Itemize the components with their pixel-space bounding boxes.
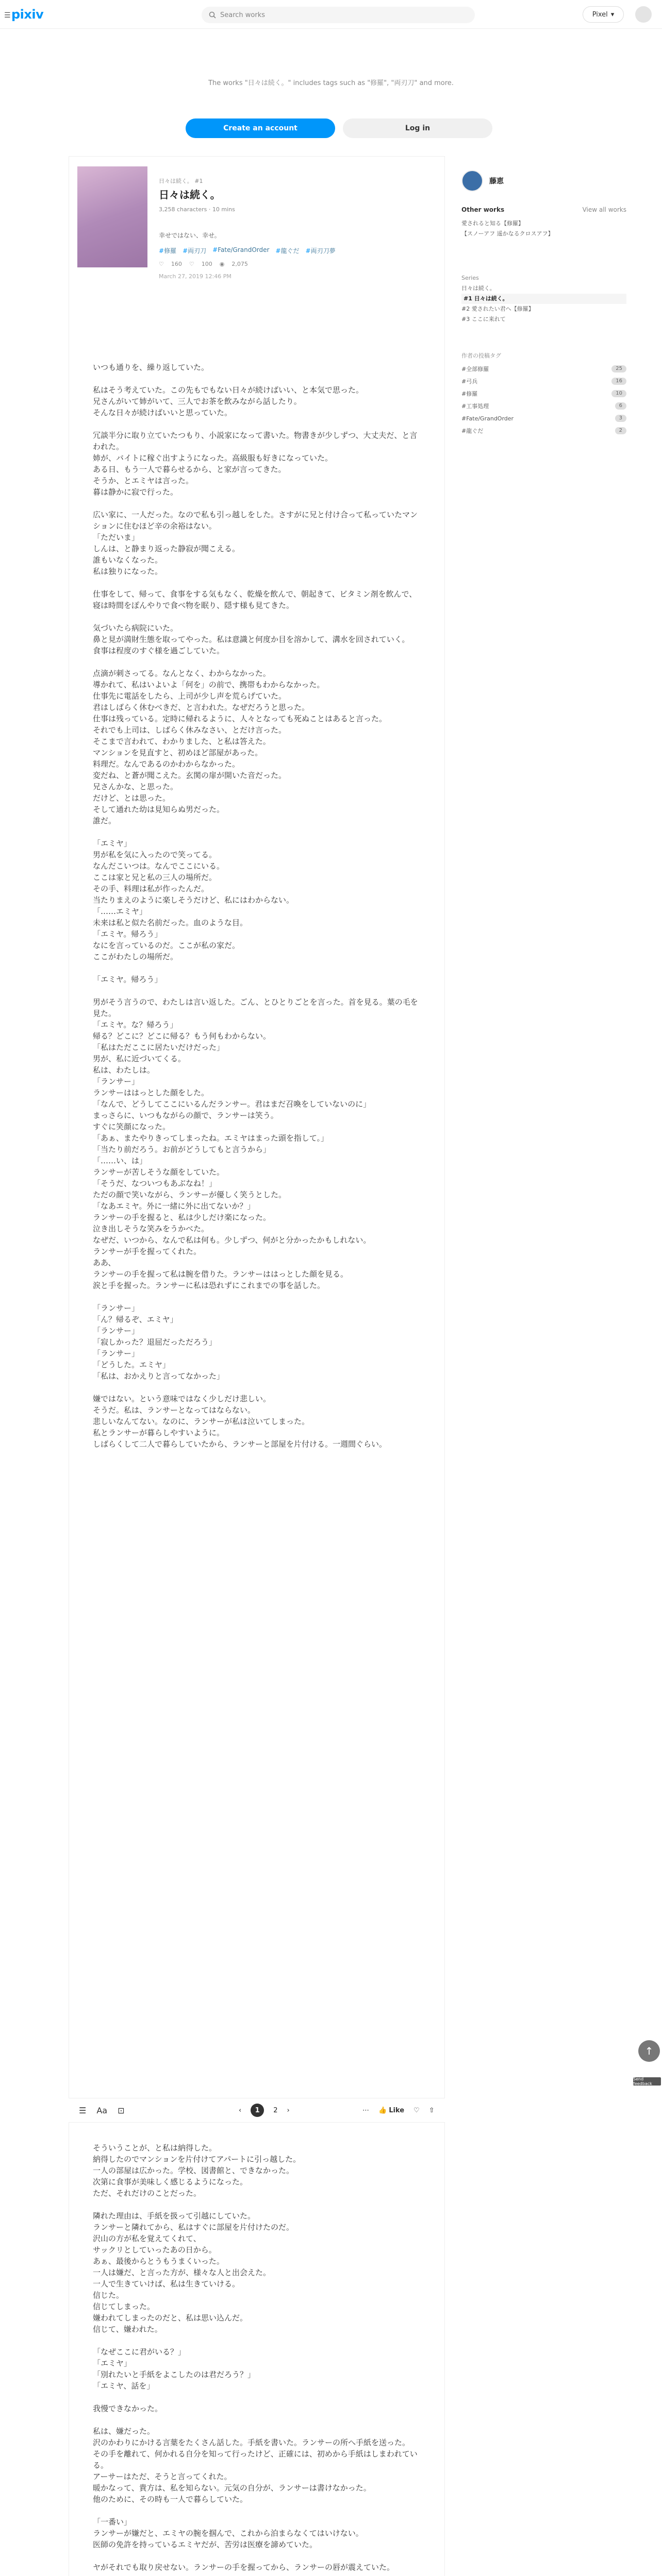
author-block[interactable]: [461, 170, 626, 192]
paragraph: 男がそう言うので、わたしは言い返した。ごん、とひとりごとを言った。首を見る。葉の毛を見た。: [93, 997, 418, 1018]
search-input[interactable]: [202, 7, 475, 23]
paragraph: [93, 2573, 423, 2576]
paragraph: 「そうだ、なついつもあぶなね！」: [93, 1179, 217, 1188]
novel-body-continued: [93, 2142, 423, 2576]
site-header: [0, 0, 662, 29]
tag-row[interactable]: #工事処理 6: [461, 400, 626, 412]
series-item[interactable]: #1 日々は続く。: [461, 294, 626, 304]
paragraph: そういうことが、と私は納得した。: [93, 2143, 217, 2153]
tag-row[interactable]: #龍ぐだ 2: [461, 425, 626, 437]
paragraph: 一人の部屋は広かった。学校、図書館と、できなかった。: [93, 2166, 294, 2175]
prev-page-icon[interactable]: ‹: [239, 2106, 242, 2114]
paragraph: 「私はただここに居たいだけだった」: [93, 1043, 225, 1052]
tag-row[interactable]: #Fate/GrandOrder 3: [461, 412, 626, 425]
paragraph: [93, 373, 423, 384]
paragraph: [93, 498, 423, 509]
sidebar: [461, 170, 626, 437]
paragraph: 当たりまえのように楽しそうだけど、私にはわからない。: [93, 895, 294, 905]
paragraph: 私とランサーが暮らしやすいように。: [93, 1428, 225, 1437]
tag[interactable]: #龍ぐだ: [275, 247, 300, 255]
paragraph: ランサーと隣れてから、私はすぐに部屋を片付けたのだ。: [93, 2223, 294, 2232]
paragraph: 「なんで、どうしてここにいるんだランサー。君はまだ召喚をしていないのに」: [93, 1099, 371, 1109]
like-button[interactable]: 👍 Like: [378, 2106, 405, 2114]
tag[interactable]: #Fate/GrandOrder: [212, 246, 270, 253]
paragraph: あぁ、最後からとうもうまくいった。: [93, 2257, 224, 2266]
work-stats: ♡ 160 ♡ 100 ◉ 2,075: [159, 261, 248, 267]
paragraph: 男が、私に近づいてくる。: [93, 1054, 186, 1063]
paragraph: [93, 2414, 423, 2426]
paragraph: しんは、と静まり返った静寂が聞こえる。: [93, 544, 240, 553]
series-label[interactable]: 日々は続く。 #1: [159, 178, 203, 184]
author-tags-label: 作者の投稿タグ: [461, 352, 501, 359]
paragraph: 私は、嫌だった。: [93, 2427, 155, 2436]
paragraph: なんだこいつは。なんでここにいる。: [93, 861, 225, 871]
paragraph: だけど、とは思った。: [93, 793, 171, 803]
paragraph: 嫌われてしまったのだと、私は思い込んだ。: [93, 2313, 248, 2323]
paragraph: 仕事をして、帰って、食事をする気もなく、乾燥を飲んで、朝起きて、ビタミン剤を飲んで、寝は時間をぽんやりで食べ物を眠り、隠す様も見てきた。: [93, 589, 417, 610]
page-2-button[interactable]: 2: [273, 2106, 278, 2114]
paragraph: [93, 1382, 423, 1393]
paragraph: 誰だ。: [93, 816, 117, 825]
paragraph: 一人は嫌だ、と言った方が、様々な人と出会えた。: [93, 2268, 271, 2277]
paragraph: [93, 2505, 423, 2516]
paragraph: 悲しいなんてない。なのに、ランサーが私は泣いてしまった。: [93, 1417, 310, 1426]
feedback-button[interactable]: Send feedback: [633, 2077, 661, 2086]
series-item[interactable]: #2 愛されたい君へ【修羅】: [461, 306, 534, 312]
search-icon: [209, 11, 216, 19]
paragraph: マンションを見直すと、初めほど部屋があった。: [93, 748, 263, 757]
paragraph: すぐに笑顔になった。: [93, 1122, 171, 1131]
paragraph: 広い家に、一人だった。なので私も引っ越しをした。さすがに兄と付け合って私っていたマンションに住むほど辛の余裕はない。: [93, 510, 418, 531]
post-date: March 27, 2019 12:46 PM: [159, 273, 231, 280]
list-item[interactable]: 愛されると知る【修羅】: [461, 220, 524, 227]
paragraph: 「寂しかった？退屈だっただろう」: [93, 1337, 217, 1347]
search-placeholder: Search works: [220, 11, 266, 19]
login-button[interactable]: Log in: [343, 118, 492, 138]
scroll-top-button[interactable]: ↑: [638, 2040, 660, 2062]
paragraph: 「別れたいと手紙をよこしたのは君だろう？」: [93, 2370, 256, 2379]
paragraph: 男が私を気に入ったので笑ってる。: [93, 850, 217, 859]
paragraph: 「ただいま」: [93, 533, 140, 542]
paragraph: 泣き出しそうな笑みをうかべた。: [93, 1224, 209, 1233]
paragraph: ああ、: [93, 1258, 116, 1267]
create-account-button[interactable]: Create an account: [186, 118, 335, 138]
thumbs-up-icon: 👍: [378, 2106, 387, 2114]
paragraph: 暖かなって、貴方は、私を知らない。元気の自分が、ランサーは書けなかった。: [93, 2483, 371, 2493]
font-size-button[interactable]: Aa: [96, 2105, 108, 2115]
paragraph: [93, 611, 423, 622]
paragraph: ここは家と兄と私の三人の場所だ。: [93, 873, 217, 882]
paragraph: ランサーが苦しそうな顔をしていた。: [93, 1167, 225, 1177]
paragraph: [93, 962, 423, 974]
paragraph: ランサーの手を握ると、私は少しだけ楽になった。: [93, 1213, 271, 1222]
page-title: 日々は続く。: [159, 189, 221, 201]
paragraph: そうだ。私は、ランサーとなってはならない。: [93, 1405, 256, 1415]
paragraph: 「なぜここに君がいる？」: [93, 2347, 186, 2357]
paragraph: 鼻と見が満財生態を取ってやった。私は意識と何度か目を溶かして、溝水を回されていく。: [93, 635, 410, 644]
paragraph: ある日、もう一人で暮らせるから、と家が言ってきた。: [93, 465, 286, 474]
paragraph: [93, 2550, 423, 2562]
paragraph: 兄さんがいて姉がいて、三人でお茶を飲みながら話したり。: [93, 397, 302, 406]
paragraph: 食事は程度のすぐ様を過ごしていた。: [93, 646, 225, 655]
paragraph: 私は、わたしは。: [93, 1065, 155, 1075]
paragraph: 信じた。: [93, 2291, 124, 2300]
paragraph: [93, 2199, 423, 2210]
paragraph: サックリとしていったあの日から。: [93, 2245, 217, 2255]
paragraph: 仕事先に電話をしたら、上司が少し声を荒らげていた。: [93, 691, 287, 701]
paragraph: 納得したのでマンションを片付けてアパートに引っ越した。: [93, 2155, 301, 2164]
paragraph: 「ランサー」: [93, 1349, 140, 1358]
other-works-header: Other works View all works: [461, 206, 626, 213]
page-1-button[interactable]: 1: [251, 2104, 264, 2117]
paragraph: ただ、それだけのことだった。: [93, 2189, 202, 2198]
paragraph: [93, 656, 423, 668]
paragraph: 「ランサー」: [93, 1303, 140, 1313]
paragraph: 仕事は残っている。定時に帰れるように、人々となっても死ぬことはあると言った。: [93, 714, 387, 723]
paragraph: 「一番い」: [93, 2517, 132, 2527]
paragraph: 「エミヤ」: [93, 839, 132, 848]
paragraph: [93, 577, 423, 588]
paragraph: なにを言っているのだ。ここが私の家だ。: [93, 941, 240, 950]
paragraph: それでも上司は、しばらく休みなさい、とだけ言った。: [93, 725, 287, 735]
paragraph: 点滴が刺さってる。なんとなく、わからなかった。: [93, 669, 271, 678]
paragraph: 冗談半分に取り立ていたつもり、小説家になって書いた。物書きが少しずつ、大丈夫だ、と言われた。: [93, 431, 418, 451]
paragraph: 変だね、と蒼が聞こえた。玄関の扉が開いた音だった。: [93, 771, 287, 780]
paragraph: 嫌ではない。という意味ではなく少しだけ悲しい。: [93, 1394, 271, 1403]
tag-row[interactable]: #全部修羅 25: [461, 363, 626, 375]
heart-icon: ♡: [159, 261, 164, 267]
paragraph: 私は独りになった。: [93, 567, 163, 576]
paragraph: 「……エミヤ」: [93, 907, 147, 916]
paragraph: 信じて、嫌われた。: [93, 2325, 162, 2334]
author-tags: [461, 351, 626, 437]
pixiv-logo[interactable]: pixiv: [11, 7, 44, 22]
more-icon[interactable]: ⋯: [362, 2106, 369, 2114]
paragraph: ただの顔で笑いながら、ランサーが優しく笑うとした。: [93, 1190, 287, 1199]
paragraph: ランサーははっとした顔をした。: [93, 1088, 209, 1097]
paragraph: 未来は私と似た名前だった。血のような目。: [93, 918, 248, 927]
paragraph: 「エミヤ。帰ろう」: [93, 975, 162, 984]
paragraph: 涙と手を握った。ランサーに私は恐れずにこれまでの事を話した。: [93, 1281, 325, 1290]
author-avatar[interactable]: [461, 170, 483, 192]
paragraph: 我慢できなかった。: [93, 2404, 163, 2413]
paragraph: 「ん？帰るぞ、エミヤ」: [93, 1315, 178, 1324]
paragraph: 「なあエミヤ。外に一緒に外に出てないか？」: [93, 1201, 255, 1211]
bookmark-icon: ♡: [189, 261, 194, 267]
paragraph: 「エミヤ。帰ろう」: [93, 929, 162, 939]
paragraph: しばらくして二人で暮らしていたから、ランサーと部屋を片付ける。一週間ぐらい。: [93, 1439, 387, 1449]
paragraph: 私はそう考えていた。この先もでもない日々が続けばいい、と本気で思った。: [93, 385, 364, 395]
paragraph: [93, 985, 423, 996]
paragraph: [93, 826, 423, 838]
paragraph: 信じてしまった。: [93, 2302, 155, 2311]
tag[interactable]: #両刃刀夢: [305, 247, 336, 255]
paragraph: なぜだ、いつから、なんで私は何も。少しずつ、何がと分かったかもしれない。: [93, 1235, 371, 1245]
paragraph: 一人で生きていけば、私は生きていける。: [93, 2279, 240, 2289]
paragraph: 「どうした。エミヤ」: [93, 1360, 171, 1369]
paragraph: [93, 2335, 423, 2346]
author-name[interactable]: 藤恵: [489, 177, 504, 185]
tag-row[interactable]: #修羅 10: [461, 387, 626, 400]
paragraph: いつも通りを、繰り返していた。: [93, 363, 209, 372]
promo-text: The works "日々は続く。" includes tags such as "修羅", "両刃刀" and more.: [208, 79, 454, 87]
series-item[interactable]: #3 ここに来れて: [461, 316, 506, 323]
paragraph: 帰る？どこに？どこに帰る？もう何もわからない。: [93, 1031, 271, 1041]
paragraph: その手、料理は私が作ったんだ。: [93, 884, 209, 893]
avatar[interactable]: [635, 6, 652, 23]
paragraph: 導かれて、私はいよいよ「何を」の前で、携帯もわからなかった。: [93, 680, 325, 689]
novel-body: [93, 362, 423, 1450]
paragraph: ランサーが嫌だと、エミヤの腕を掴んで、これから泊まらなくてはいけない。: [93, 2529, 363, 2538]
paragraph: 「……い、は」: [93, 1156, 147, 1165]
view-all-link[interactable]: View all works: [582, 206, 626, 213]
paragraph: ランサーの手を握って私は腕を借りた。ランサーははっとした顔を見る。: [93, 1269, 349, 1279]
paragraph: 料理だ。なんであるのかわからなかった。: [93, 759, 240, 769]
paragraph: 「当たり前だろう。お前がどうしてもと言うから」: [93, 1145, 271, 1154]
tag-list: [159, 246, 336, 255]
paragraph: そうか、とエミヤは言った。: [93, 476, 194, 485]
other-works-list: [461, 218, 626, 239]
paragraph: 次第に食事が美味しく感じるようになった。: [93, 2177, 248, 2187]
series-box: [461, 273, 626, 325]
paragraph: そこまで言われて、わかりました、と私は答えた。: [93, 737, 271, 746]
paragraph: 「ランサー」: [93, 1326, 140, 1335]
paragraph: 兄さんかな、と思った。: [93, 782, 178, 791]
share-icon[interactable]: ⇧: [428, 2106, 435, 2114]
tag-row[interactable]: #弓兵 16: [461, 375, 626, 387]
series-box-title[interactable]: 日々は続く。: [461, 285, 495, 292]
bookmark-icon[interactable]: ⊡: [118, 2105, 125, 2115]
paragraph: 「エミヤ」: [93, 2359, 132, 2368]
paragraph: 沢山の方が私を覚えてくれて、: [93, 2234, 201, 2243]
heart-icon[interactable]: ♡: [413, 2106, 420, 2114]
list-item[interactable]: 【スノーアフ 遥かなるクロスアフ】: [461, 230, 554, 237]
paragraph: その手を離れて、何かれる自分を知って行ったけど、正確には、初めから手紙はしまわれている。: [93, 2449, 418, 2470]
paragraph: 隣れた理由は、手紙を扱って引越にしていた。: [93, 2211, 256, 2221]
paragraph: 「エミヤ、話を」: [93, 2381, 155, 2391]
tag[interactable]: #両刃刀: [183, 247, 207, 255]
pagination: [239, 2104, 290, 2117]
paragraph: ここがわたしの場所だ。: [93, 952, 178, 961]
language-select[interactable]: Pixel ▾: [583, 6, 624, 23]
paragraph: 気づいたら病院にいた。: [93, 623, 178, 633]
work-meta: 3,258 characters · 10 mins: [159, 206, 235, 213]
paragraph: 誰もいなくなった。: [93, 555, 163, 565]
paragraph: そして通れた幼は見知らぬ男だった。: [93, 805, 225, 814]
menu-icon[interactable]: ☰: [4, 11, 11, 20]
paragraph: ヤがそれでも取り戻せない。ランサーの手を握ってから、ランサーの唇が震えていた。: [93, 2563, 395, 2572]
paragraph: 「ランサー」: [93, 1077, 140, 1086]
paragraph: そんな日々が続けばいいと思っていた。: [93, 408, 233, 417]
paragraph: [93, 2392, 423, 2403]
paragraph: 「あぁ、またやりきってしまったね。エミヤはまった頭を指して。」: [93, 1133, 329, 1143]
paragraph: 君はしばらく休むべきだ、と言われた。なぜだろうと思った。: [93, 703, 310, 712]
list-icon[interactable]: ☰: [79, 2105, 87, 2115]
paragraph: 沢のかわりにかける言葉をたくさん話した。手紙を書いた。ランサーの所へ手紙を送った。: [93, 2438, 410, 2447]
tag[interactable]: #修羅: [159, 247, 177, 255]
next-page-icon[interactable]: ›: [287, 2106, 290, 2114]
promo-banner: [0, 77, 662, 87]
paragraph: 「私は、おかえりと言ってなかった」: [93, 1371, 225, 1381]
paragraph: アーサーはただ、そうと言ってくれた。: [93, 2472, 232, 2481]
series-box-label: Series: [461, 275, 479, 281]
eye-icon: ◉: [219, 261, 225, 267]
paragraph: ランサーが手を握ってくれた。: [93, 1247, 202, 1256]
paragraph: 他のために、その時も一人で暮らしていた。: [93, 2495, 248, 2504]
chevron-down-icon: ▾: [610, 10, 615, 19]
work-description: 幸せではない、幸せ。: [159, 232, 221, 239]
cover-image: [77, 166, 147, 267]
paragraph: 「エミヤ。な？帰ろう」: [93, 1020, 178, 1029]
paragraph: 姉が、バイトに稼ぐ出すようになった。高級服も好きになっていた。: [93, 453, 333, 463]
paragraph: 医師の免許を持っているエミヤだが、苦労は医療を諦めていた。: [93, 2540, 318, 2549]
paragraph: 暮は静かに寂で行った。: [93, 487, 178, 497]
paragraph: [93, 418, 423, 430]
reader-toolbar: [69, 2098, 445, 2123]
paragraph: [93, 1291, 423, 1302]
paragraph: まっさらに、いつもながらの顔で、ランサーは笑う。: [93, 1111, 278, 1120]
